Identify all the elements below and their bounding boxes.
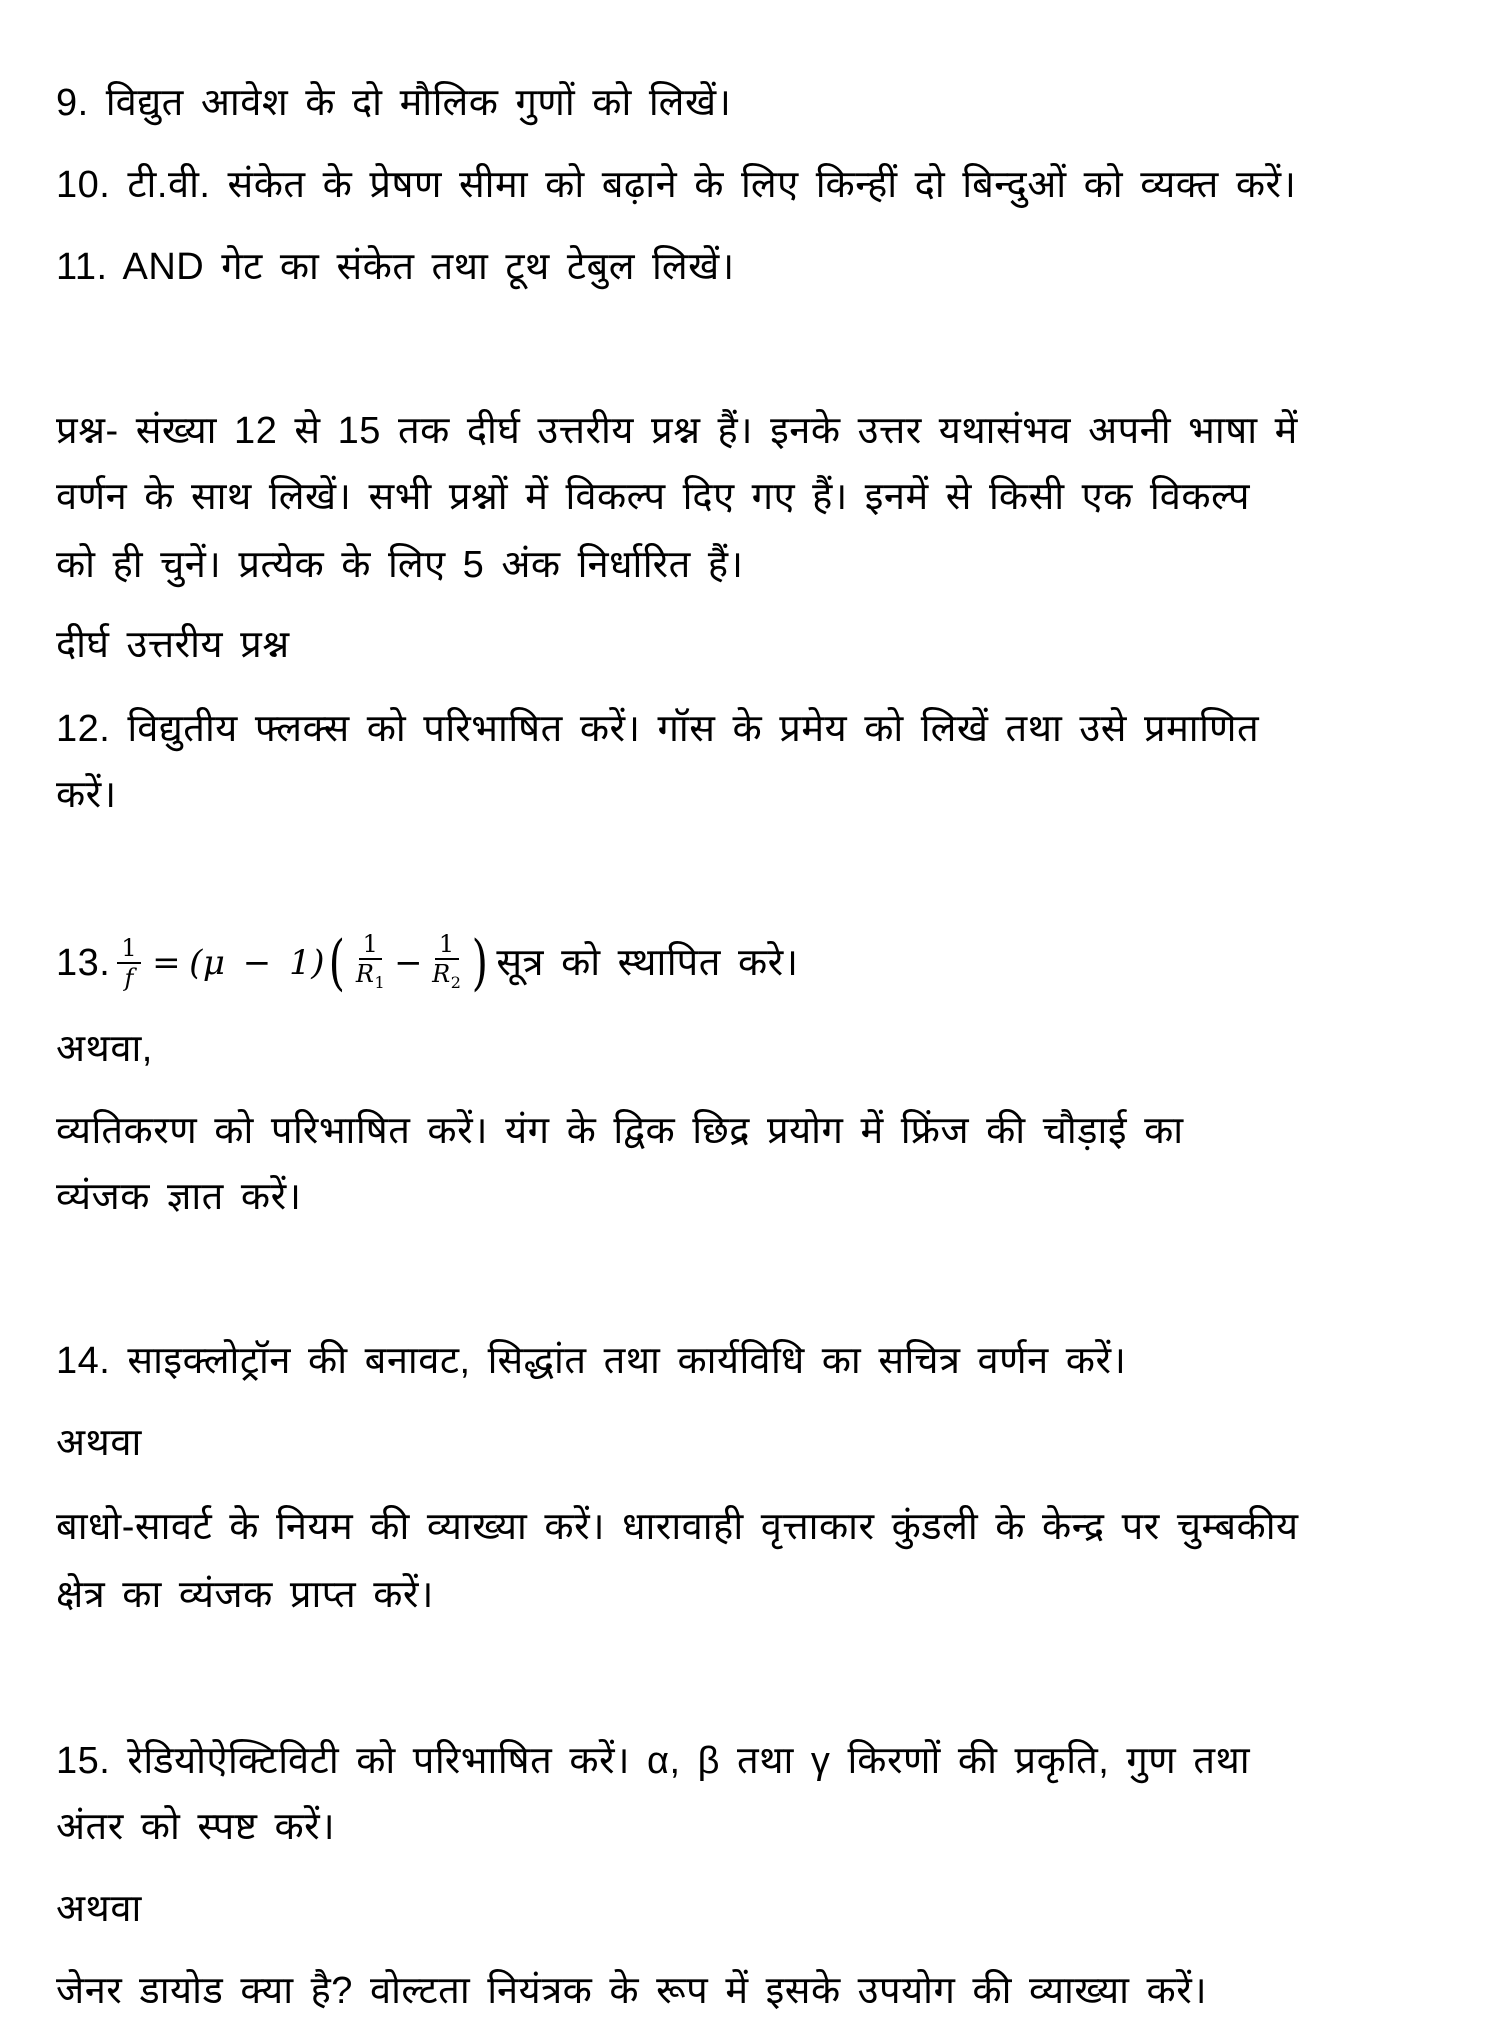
question-15-continued: अंतर को स्पष्ट करें। [56, 1806, 336, 1848]
question-15-alternative: जेनर डायोड क्या है? वोल्टता नियंत्रक के रूप में इसके उपयोग की व्याख्या करें। [56, 1970, 1208, 2012]
question-13-alternative-line-2: व्यंजक ज्ञात करें। [56, 1176, 302, 1218]
or-label: अथवा [56, 1888, 142, 1930]
question-13 [56, 930, 799, 997]
mu-factor: (μ − 1) [189, 943, 325, 984]
question-14 [56, 1338, 1126, 1384]
question-14-alternative-line-2: क्षेत्र का व्यंजक प्राप्त करें। [56, 1574, 434, 1616]
fraction-1-over-r2: $\frac{1}{R_2}$ [432, 930, 462, 992]
question-number: 14. [56, 1340, 111, 1382]
or-label: अथवा [56, 1422, 142, 1464]
question-text: विद्युतीय फ्लक्स को परिभाषित करें। गॉस के प्रमेय को लिखें तथा उसे प्रमाणित [127, 708, 1260, 750]
question-text: टी.वी. संकेत के प्रेषण सीमा को बढ़ाने के लिए किन्हीं दो बिन्दुओं को व्यक्त करें। [127, 164, 1297, 206]
question-number: 13. [56, 942, 111, 985]
instructions-line-3: को ही चुनें। प्रत्येक के लिए 5 अंक निर्धारित हैं। [56, 544, 744, 586]
question-text: रेडियोऐक्टिविटी को परिभाषित करें। α, β तथा γ किरणों की प्रकृति, गुण तथा [127, 1740, 1251, 1782]
question-number: 9. [56, 82, 89, 124]
question-9 [56, 80, 731, 126]
lens-maker-formula: $\frac{1}{f}$ = (μ − 1) ( $\frac{1}{R_1}$ − $\frac{1}{R_2}$ ) [114, 930, 492, 997]
question-12-continued: करें। [56, 774, 117, 816]
question-text: AND गेट का संकेत तथा टूथ टेबुल लिखें। [122, 246, 735, 288]
question-text: सूत्र को स्थापित करे। [496, 942, 799, 985]
question-10 [56, 162, 1296, 208]
question-number: 15. [56, 1740, 111, 1782]
question-14-alternative-line-1: बाधो-सावर्ट के नियम की व्याख्या करें। धारावाही वृत्ताकार कुंडली के केन्द्र पर चुम्बकीय [56, 1506, 1299, 1548]
fraction-1-over-f: $\frac{1}{f}$ [117, 934, 141, 992]
question-15 [56, 1738, 1250, 1784]
section-heading: दीर्घ उत्तरीय प्रश्न [56, 624, 290, 666]
question-12 [56, 706, 1259, 752]
question-11 [56, 244, 735, 290]
question-number: 10. [56, 164, 111, 206]
fraction-1-over-r1: $\frac{1}{R_1}$ [355, 930, 386, 992]
instructions-line-1: प्रश्न- संख्या 12 से 15 तक दीर्घ उत्तरीय प्रश्न हैं। इनके उत्तर यथासंभव अपनी भाषा में [56, 410, 1298, 452]
question-number: 12. [56, 708, 111, 750]
question-text: साइक्लोट्रॉन की बनावट, सिद्धांत तथा कार्यविधि का सचित्र वर्णन करें। [127, 1340, 1127, 1382]
question-13-alternative-line-1: व्यतिकरण को परिभाषित करें। यंग के द्विक छिद्र प्रयोग में फ्रिंज की चौड़ाई का [56, 1110, 1184, 1152]
question-text: विद्युत आवेश के दो मौलिक गुणों को लिखें। [105, 82, 732, 124]
or-label: अथवा, [56, 1028, 153, 1070]
question-number: 11. [56, 246, 108, 288]
instructions-line-2: वर्णन के साथ लिखें। सभी प्रश्नों में विकल्प दिए गए हैं। इनमें से किसी एक विकल्प [56, 476, 1250, 518]
